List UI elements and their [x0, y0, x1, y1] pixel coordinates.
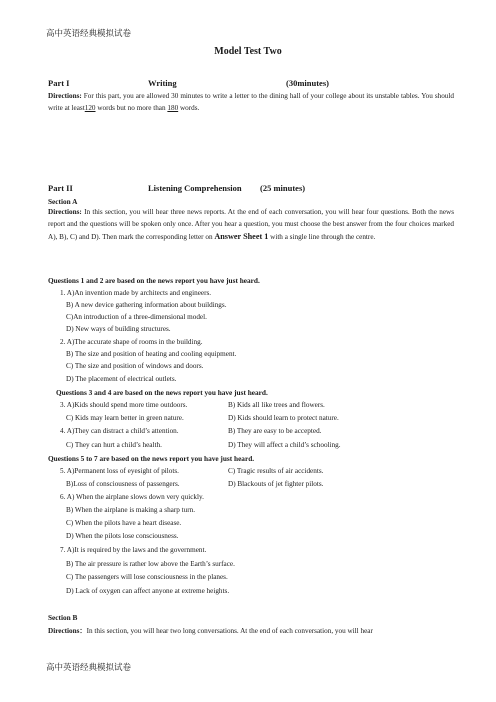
q1-option-c: C)An introduction of a three-dimensional model.	[66, 313, 207, 321]
q5-option-a: 5. A)Permanent loss of eyesight of pilots.	[60, 467, 179, 475]
part1-directions-text: For this part, you are allowed 30 minutes to write a letter to the dining hall of your college about its unstable tables. You should write at least	[48, 92, 454, 112]
part1-label: Part I	[48, 78, 70, 88]
q2-option-a: 2. A)The accurate shape of rooms in the building.	[60, 338, 203, 346]
test-title: Model Test Two	[214, 46, 282, 57]
questions-3-4-heading: Questions 3 and 4 are based on the news report you have just heard.	[56, 388, 268, 397]
section-b-directions	[48, 627, 373, 636]
part1-name: Writing	[148, 78, 177, 88]
part1-time: (30minutes)	[286, 78, 329, 88]
q4-option-b: B) They are easy to be accepted.	[228, 427, 322, 435]
q2-option-b: B) The size and position of heating and cooling equipment.	[66, 350, 237, 358]
q1-option-d: D) New ways of building structures.	[66, 325, 171, 333]
q3-option-b: B) Kids all like trees and flowers.	[228, 401, 325, 409]
answer-sheet-label: Answer Sheet 1	[214, 231, 269, 241]
page-header: 高中英语经典模拟试卷	[46, 28, 132, 38]
part2-name: Listening Comprehension	[148, 183, 242, 193]
part2-directions-text: In this section, you will hear three news reports. At the end of each conversation, you will hear four questions. Both the news report and the questions will be spoken only once. After you hear a question, you must choose the best answer from the four choices marked A), B), C) and D). Then mark the corresponding letter on	[48, 208, 454, 241]
q2-option-c: C) The size and position of windows and doors.	[66, 362, 204, 370]
q6-option-c: C) When the pilots have a heart disease.	[66, 519, 182, 527]
q5-option-d: D) Blackouts of jet fighter pilots.	[228, 480, 324, 488]
q3-option-c: C) Kids may learn better in green nature.	[66, 414, 184, 422]
part2-directions	[48, 207, 454, 243]
q1-option-a: 1. A)An invention made by architects and engineers.	[60, 289, 212, 297]
section-b-label: Section B	[48, 613, 78, 622]
q4-option-a: 4. A)They can distract a child’s attention.	[60, 427, 179, 435]
section-b-directions-text: In this section, you will hear two long conversations. At the end of each conversation, you will hear	[86, 627, 373, 635]
q7-option-c: C) The passengers will lose consciousness in the planes.	[66, 573, 228, 581]
q7-option-b: B) The air pressure is rather low above the Earth’s surface.	[66, 560, 235, 568]
q3-option-a: 3. A)Kids should spend more time outdoors.	[60, 401, 188, 409]
part1-directions-mid: words but no more than	[95, 103, 168, 112]
part1-directions-end: words.	[178, 103, 200, 112]
q5-option-c: C) Tragic results of air accidents.	[228, 467, 324, 475]
q1-option-b: B) A new device gathering information about buildings.	[66, 301, 227, 309]
q7-option-a: 7. A)It is required by the laws and the government.	[60, 546, 207, 554]
part2-directions-label: Directions:	[48, 208, 82, 216]
part2-label: Part II	[48, 183, 73, 193]
questions-1-2-heading: Questions 1 and 2 are based on the news report you have just heard.	[48, 276, 260, 285]
section-a-label: Section A	[48, 197, 78, 206]
q6-option-b: B) When the airplane is making a sharp turn.	[66, 506, 196, 514]
q4-option-d: D) They will affect a child’s schooling.	[228, 441, 341, 449]
min-words: 120	[84, 103, 96, 112]
max-words: 180	[167, 103, 179, 112]
q4-option-c: C) They can hurt a child’s health.	[66, 441, 162, 449]
q3-option-d: D) Kids should learn to protect nature.	[228, 414, 339, 422]
q5-option-b: B)Loss of consciousness of passengers.	[66, 480, 180, 488]
q7-option-d: D) Lack of oxygen can affect anyone at extreme heights.	[66, 587, 230, 595]
section-b-directions-label: Directions：	[48, 627, 87, 635]
part1-directions	[48, 91, 454, 115]
part1-directions-label: Directions:	[48, 92, 82, 100]
part2-time: (25 minutes)	[260, 183, 306, 193]
page-footer: 高中英语经典模拟试卷	[46, 662, 132, 672]
q2-option-d: D) The placement of electrical outlets.	[66, 375, 177, 383]
part2-directions-end: with a single line through the centre.	[268, 232, 376, 241]
q6-option-d: D) When the pilots lose consciousness.	[66, 532, 179, 540]
questions-5-7-heading: Questions 5 to 7 are based on the news report you have just heard.	[48, 454, 255, 463]
q6-option-a: 6. A) When the airplane slows down very quickly.	[60, 493, 204, 501]
